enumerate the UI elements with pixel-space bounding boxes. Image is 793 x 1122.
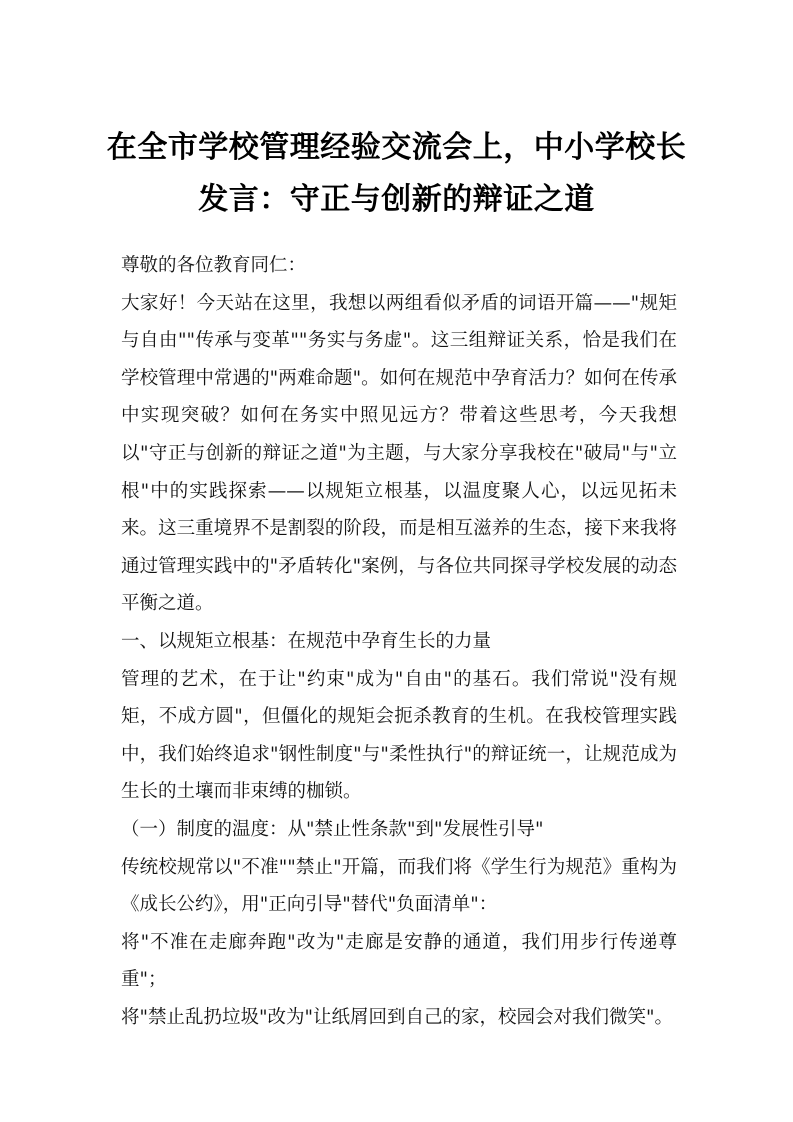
section-heading-1: 一、以规矩立根基：在规范中孕育生长的力量 [121,630,492,652]
title-line-2: 发言：守正与创新的辩证之道 [198,182,595,217]
document-body [121,247,677,1036]
paragraph-section-1: 管理的艺术，在于让"约束"成为"自由"的基石。我们常说"没有规矩，不成方圆"，但僵化的规矩会扼杀教育的生机。在我校管理实践中，我们始终追求"钢性制度"与"柔性执行"的辩证统一，让规范成为生长的土壤而非束缚的枷锁。 [121,668,677,803]
paragraph-intro: 大家好！今天站在这里，我想以两组看似矛盾的词语开篇——"规矩与自由""传承与变革""务实与务虚"。这三组辩证关系，恰是我们在学校管理中常遇的"两难命题"。如何在规范中孕育活力？如何在传承中实现突破？如何在务实中照见远方？带着这些思考，今天我想以"守正与创新的辩证之道"为主题，与大家分享我校在"破局"与"立根"中的实践探索——以规矩立根基，以温度聚人心，以远见拓未来。这三重境界不是割裂的阶段，而是相互滋养的生态，接下来我将通过管理实践中的"矛盾转化"案例，与各位共同探寻学校发展的动态平衡之道。 [121,292,677,615]
paragraph-subsection-1: 传统校规常以"不准""禁止"开篇，而我们将《学生行为规范》重构为《成长公约》，用"正向引导"替代"负面清单"： [121,856,677,916]
subsection-heading-1: （一）制度的温度：从"禁止性条款"到"发展性引导" [121,818,544,840]
example-item-2: 将"禁止乱扔垃圾"改为"让纸屑回到自己的家，校园会对我们微笑"。 [121,1006,674,1028]
example-item-1: 将"不准在走廊奔跑"改为"走廊是安静的通道，我们用步行传递尊重"； [121,931,677,991]
title-line-1: 在全市学校管理经验交流会上，中小学校长 [106,130,687,165]
salutation: 尊敬的各位教育同仁： [121,255,307,276]
document-title [100,122,693,226]
